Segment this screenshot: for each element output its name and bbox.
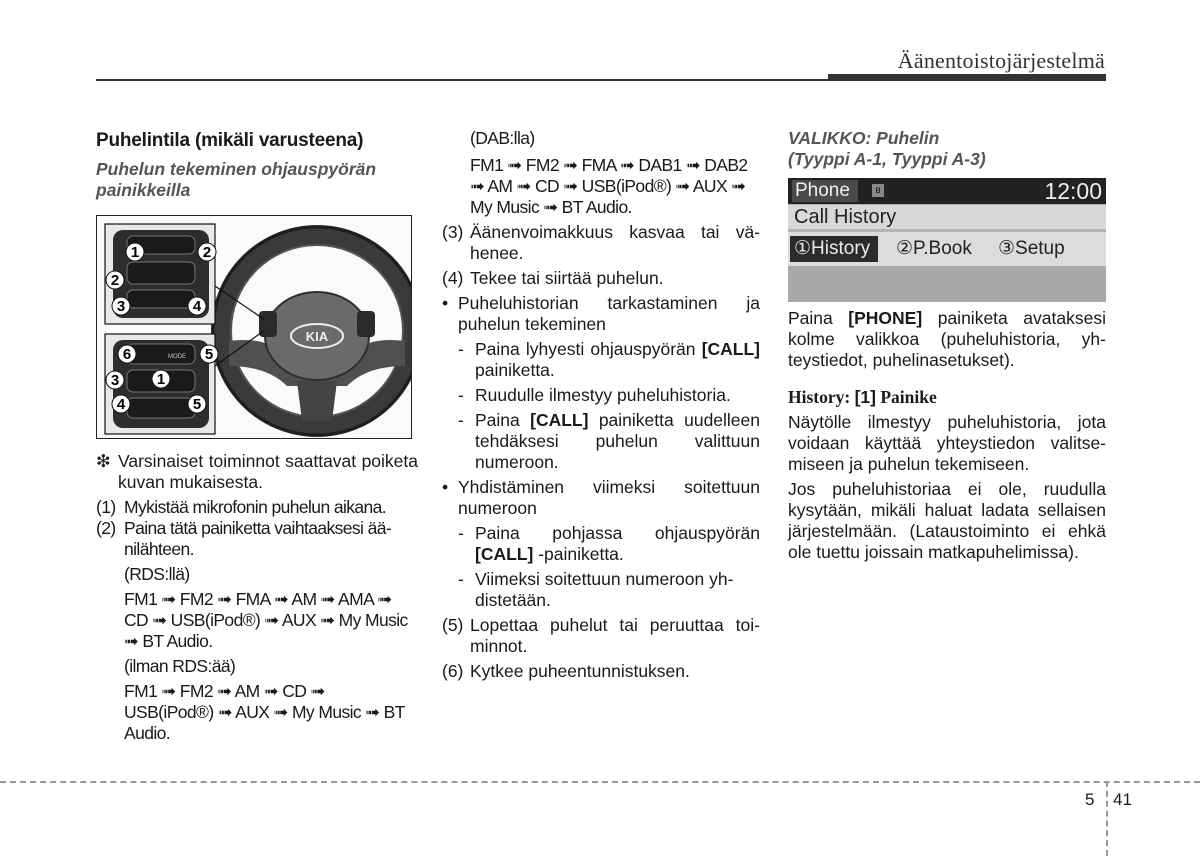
list-item: (3) Äänenvoimakkuus kasvaa tai vähenee. [442,222,760,263]
callout-4: 3 [116,298,126,315]
list-item: - Paina [CALL] painiketta uudelleen tehdäksesi puhelun valittuun numeroon. [458,410,761,472]
tab-phonebook[interactable]: ②P.Book [896,238,972,259]
callout-2b: 5 [204,346,214,363]
dab-sequence: FM1 ➟ FM2 ➟ FMA ➟ DAB1 ➟ DAB2 ➟ AM ➟ CD ➟ USB(iPod®) ➟ AUX ➟ My Music ➟ BT Audio. [470,155,748,217]
list-item: (4) Tekee tai siirtää puhelun. [442,268,664,288]
history-heading: History: [1] Painike [788,387,937,407]
phone-paragraph: Paina [PHONE] painiketa avataksesi kolme valikkoa (puheluhistoria, yhteystiedot, puhelinasetukset). [788,308,1106,370]
list-item: (6) Kytkee puheentunnistuksen. [442,661,690,681]
bluetooth-icon: ʙ [872,184,884,197]
section-heading: Puhelintila (mikäli varusteena) [96,130,364,151]
list-item: - Ruudulle ilmestyy puheluhistoria. [458,385,731,405]
list-item: (1) Mykistää mikrofonin puhelun aikana. [96,497,387,517]
footer-rule [0,781,1200,783]
dab-label: (DAB:lla) [470,128,535,148]
callout-4b: 4 [116,396,126,413]
phone-screen [788,178,1106,302]
callout-1b: 1 [156,371,166,388]
menu-heading-types: (Tyyppi A-1, Tyyppi A-3) [788,149,986,169]
callout-6: 6 [122,346,132,363]
column-middle [442,128,760,682]
menu-heading: VALIKKO: Puhelin [788,128,940,148]
screen-subtitle: Call History [794,206,897,228]
list-item: • Yhdistäminen viimeksi soitettuun numeroon [442,477,760,518]
callout-1: 1 [130,244,140,261]
steering-wheel-figure [96,215,412,439]
brand-logo: KIA [305,329,329,344]
page-number: 41 [1113,790,1132,809]
footer-divider [1106,781,1108,856]
header-rule-accent [828,74,1106,80]
callout-3: 2 [110,272,120,289]
list-item: - Viimeksi soitettuun numeroon yhdistetään. [458,569,734,610]
header-title: Äänentoistojärjestelmä [897,48,1105,73]
no-history-paragraph: Jos puheluhistoriaa ei ole, ruudulla kysytään, mikäli haluat ladata sellaisen järjestelmään. (Lataustoiminto ei ehkä ole tuettu joissain matkapuhelimissa). [788,479,1106,562]
column-left [96,128,418,748]
tab-setup[interactable]: ③Setup [998,238,1065,259]
note-symbol: ❇ [96,451,111,471]
callout-5b: 5 [192,396,202,413]
screen-title: Phone [792,180,858,202]
screen-clock: 12:00 [1044,178,1102,204]
list-item: • Puheluhistorian tarkastaminen ja puhelun tekeminen [442,293,760,334]
no-rds-label: (ilman RDS:ää) [124,656,236,676]
note [96,451,418,493]
note-text: Varsinaiset toiminnot saattavat poiketa kuvan mukaisesta. [118,451,418,492]
steering-wheel-illustration [97,216,412,439]
mode-label: MODE [168,354,186,360]
history-paragraph: Näytölle ilmestyy puheluhistoria, jota voidaan käyttää yhteystiedon valitsemiseen ja puhelun tekemiseen. [788,412,1106,474]
callout-2: 2 [202,244,212,261]
section-number: 5 [1085,790,1095,809]
tab-history[interactable]: ①History [790,236,878,262]
no-rds-sequence: FM1 ➟ FM2 ➟ AM ➟ CD ➟ USB(iPod®) ➟ AUX ➟ My Music ➟ BT Audio. [124,681,405,743]
column-right [788,128,1106,567]
callout-5: 4 [192,298,202,315]
list-item: (2) Paina tätä painiketta vaihtaaksesi äänilähteen. [96,518,392,559]
list-item: (5) Lopettaa puhelut tai peruuttaa toiminnot. [442,615,760,656]
rds-label: (RDS:llä) [124,564,190,584]
callout-3b: 3 [110,372,120,389]
list-item: - Paina lyhyesti ohjauspyörän [CALL] painiketta. [458,339,760,380]
list-item: - Paina pohjassa ohjauspyörän [CALL] -painiketta. [458,523,760,564]
rds-sequence: FM1 ➟ FM2 ➟ FMA ➟ AM ➟ AMA ➟ CD ➟ USB(iPod®) ➟ AUX ➟ My Music ➟ BT Audio. [124,589,408,651]
subsection-heading: Puhelun tekeminen ohjauspyörän painikkeilla [96,159,377,200]
